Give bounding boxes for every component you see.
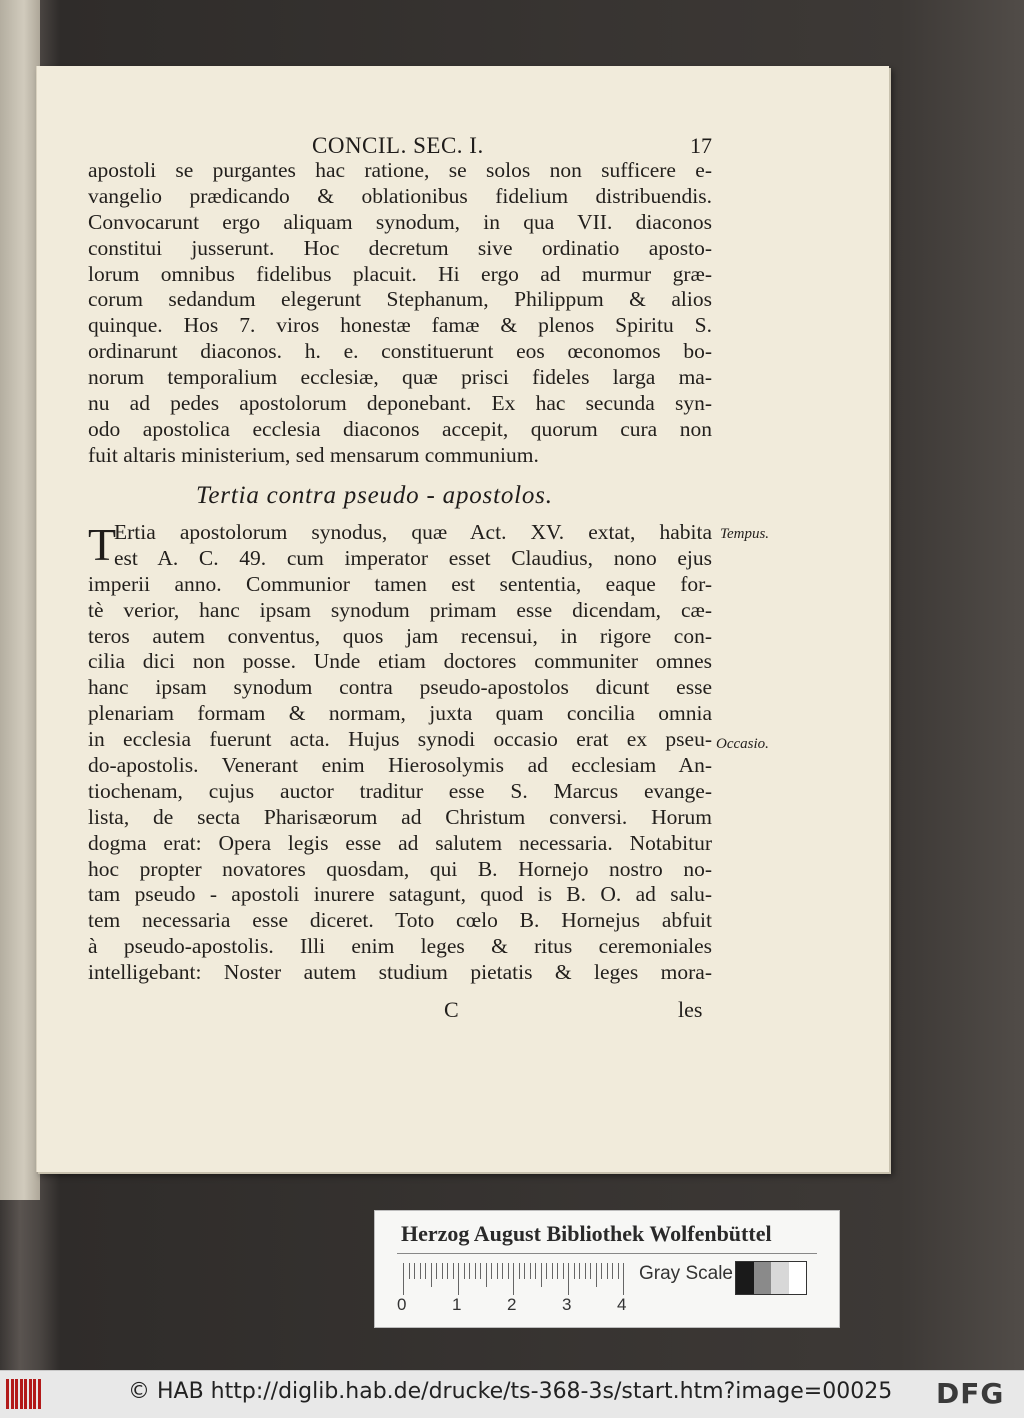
ruler-tick [442,1263,443,1279]
catchword: les [678,997,703,1022]
text-line: fuit altaris ministerium, sed mensarum communium. [88,442,539,467]
ruler-tick [524,1263,525,1279]
paragraph-first [88,158,712,469]
ruler-tick [541,1263,542,1287]
footer-bar [0,1370,1024,1418]
text-line: quinque. Hos 7. viros honestæ famæ & plenos Spiritu S. [88,313,712,338]
text-line: tiochenam, cujus auctor traditur esse S. Marcus evange- [88,778,712,803]
drop-cap: T [88,519,117,570]
marginal-note-tempus: Tempus. [720,526,770,542]
gray-scale-label: Gray Scale [639,1263,733,1284]
marginal-note-occasio: Occasio. [716,736,769,752]
ruler-tick [453,1263,454,1279]
ruler-tick [546,1263,547,1279]
ruler-tick [519,1263,520,1279]
ruler-tick [409,1263,410,1279]
ruler-tick [574,1263,575,1279]
ruler-tick [469,1263,470,1279]
paragraph-second [88,520,712,986]
ruler-tick [579,1263,580,1279]
ruler-tick [596,1263,597,1287]
card-divider [397,1253,817,1254]
section-heading: Tertia contra pseudo - apostolos. [196,482,553,509]
signature-mark: C [444,997,459,1022]
text-line: Convocarunt ergo aliquam synodum, in qua VII. diaconos [88,209,712,234]
text-line: vangelio prædicando & oblationibus fidelium distribuendis. [88,183,712,208]
ruler-number: 1 [452,1295,462,1314]
ruler-tick [420,1263,421,1279]
text-line: dogma erat: Opera legis esse ad salutem necessaria. Notabitur [88,830,712,855]
gray-swatch-cell [789,1262,807,1294]
gray-swatch-cell [736,1262,754,1294]
ruler-number: 4 [617,1295,627,1314]
ruler-tick [491,1263,492,1279]
ruler-tick [607,1263,608,1279]
text-line: corum sedandum elegerunt Stephanum, Philippum & alios [88,287,712,312]
gray-swatch-cell [771,1262,789,1294]
text-line: imperii anno. Communior tamen est sententia, eaque for- [88,571,712,596]
ruler-number: 3 [562,1295,572,1314]
ruler-tick [447,1263,448,1279]
ruler-tick [403,1263,404,1295]
ruler-tick [431,1263,432,1287]
ruler-tick [414,1263,415,1279]
ruler-tick [530,1263,531,1279]
ruler-tick [585,1263,586,1279]
ruler-number: 2 [507,1295,517,1314]
text-line: hanc ipsam synodum contra pseudo-apostolos dicunt esse [88,675,712,700]
ruler-tick [568,1263,569,1295]
hab-barcode-icon [6,1379,46,1409]
text-line: lorum omnibus fidelibus placuit. Hi ergo ad murmur græ- [88,261,712,286]
ruler-tick [513,1263,514,1295]
text-line: norum temporalium ecclesiæ, quæ prisci fideles larga ma- [88,365,712,390]
text-line: est A. C. 49. cum imperator esset Claudius, nono ejus [114,545,712,570]
ruler-number: 0 [397,1295,407,1314]
text-line: à pseudo-apostolis. Illi enim leges & ritus ceremoniales [88,934,712,959]
text-line: tam pseudo - apostoli inurere satagunt, quod is B. O. ad salu- [88,882,712,907]
ruler-tick [436,1263,437,1279]
ruler-tick [618,1263,619,1279]
dfg-logo: DFG [936,1377,1005,1410]
text-line: hoc propter novatores quosdam, qui B. Hornejo nostro no- [88,856,712,881]
text-line: tem necessaria esse diceret. Toto cœlo B. Hornejus abfuit [88,908,712,933]
ruler-tick [552,1263,553,1279]
text-line: lista, de secta Pharisæorum ad Christum conversi. Horum [88,804,712,829]
text-line: tè verior, hanc ipsam synodum primam esse dicendam, cæ- [88,597,712,622]
gray-swatch-cell [754,1262,772,1294]
ruler-tick [458,1263,459,1295]
ruler-tick [464,1263,465,1279]
ruler-tick [557,1263,558,1279]
page-number: 17 [690,133,712,158]
ruler-tick [623,1263,624,1295]
text-line: in ecclesia fuerunt acta. Hujus synodi occasio erat ex pseu- [88,727,712,752]
ruler-tick [601,1263,602,1279]
gray-scale-swatch [735,1261,807,1295]
text-line: intelligebant: Noster autem studium pietatis & leges mora- [88,960,712,985]
ruler-tick [497,1263,498,1279]
text-line: constitui jusserunt. Hoc decretum sive ordinatio aposto- [88,235,712,260]
measurement-ruler [403,1263,627,1297]
library-color-card [374,1210,840,1328]
ruler-tick [486,1263,487,1287]
ruler-tick [475,1263,476,1279]
ruler-tick [590,1263,591,1279]
ruler-tick [502,1263,503,1279]
ruler-tick [425,1263,426,1279]
ruler-tick [535,1263,536,1279]
text-line: ordinarunt diaconos. h. e. constituerunt eos œconomos bo- [88,339,712,364]
text-line: Ertia apostolorum synodus, quæ Act. XV. extat, habita [114,520,712,544]
text-line: apostoli se purgantes hac ratione, se solos non sufficere e- [88,158,712,182]
ruler-tick [612,1263,613,1279]
ruler-tick [508,1263,509,1279]
ruler-tick [563,1263,564,1279]
footer-copyright-url[interactable]: © HAB http://diglib.hab.de/drucke/ts-368-3s/start.htm?image=00025 [128,1379,893,1404]
library-name: Herzog August Bibliothek Wolfenbüttel [401,1221,772,1246]
text-line: plenariam formam & normam, juxta quam concilia omnia [88,701,712,726]
text-line: do-apostolis. Venerant enim Hierosolymis ad ecclesiam An- [88,753,712,778]
text-line: teros autem conventus, quos jam recensui, in rigore con- [88,623,712,648]
text-line: cilia dici non posse. Unde etiam doctores communiter omnes [88,649,712,674]
text-line: nu ad pedes apostolorum deponebant. Ex hac secunda syn- [88,391,712,416]
running-head: CONCIL. SEC. I. [312,133,484,158]
facing-page-edge [0,0,40,1200]
ruler-tick [480,1263,481,1279]
text-line: odo apostolica ecclesia diaconos accepit, quorum cura non [88,416,712,441]
